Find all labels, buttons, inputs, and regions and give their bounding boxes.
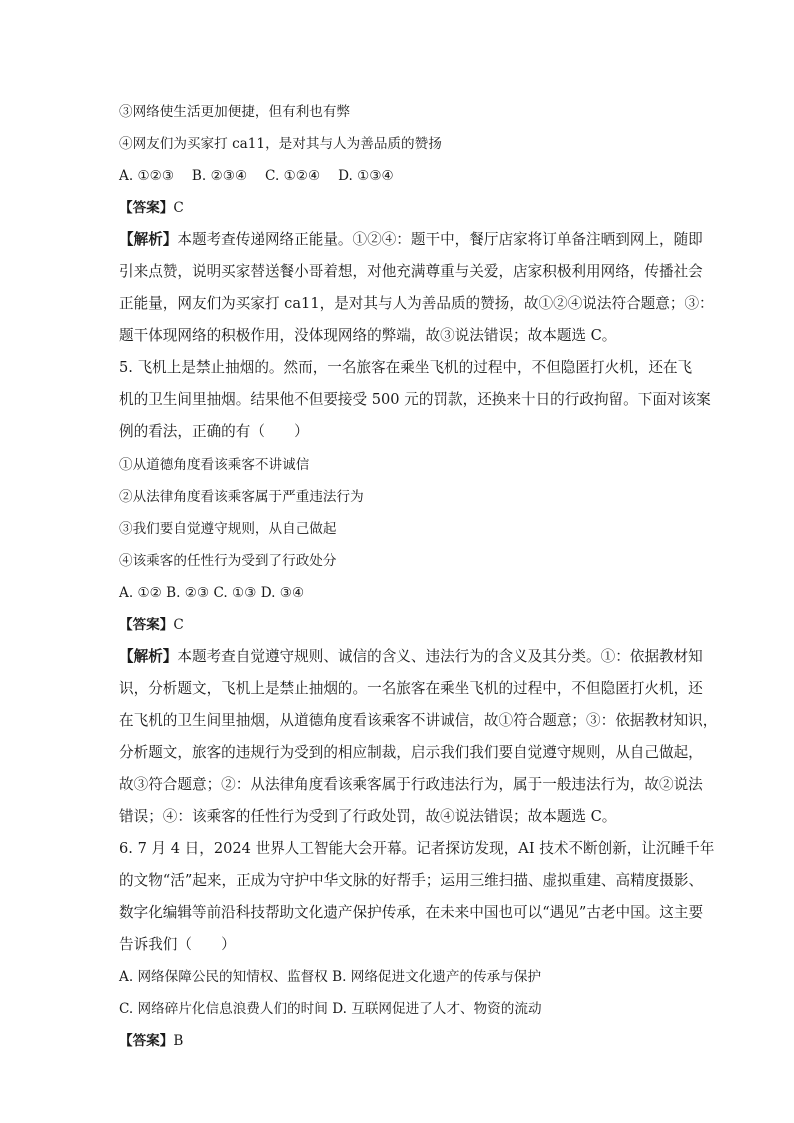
q4-option-item-4: ④网友们为买家打 ca11，是对其与人为善品质的赞扬 — [119, 136, 442, 152]
q5-choices: A. ①② B. ②③ C. ①③ D. ③④ — [119, 585, 305, 601]
q5-option-item-1: ①从道德角度看该乘客不讲诚信 — [119, 457, 310, 473]
q4-analysis-line: 引来点赞，说明买家替送餐小哥着想，对他充满尊重与关爱，店家积极利用网络，传播社会 — [119, 263, 703, 280]
q5-option-item-4: ④该乘客的任性行为受到了行政处分 — [119, 553, 337, 569]
q6-stem-line: 告诉我们（ ） — [119, 936, 236, 953]
q5-option-item-3: ③我们要自觉遵守规则，从自己做起 — [119, 521, 337, 537]
q5-stem-line: 机的卫生间里抽烟。结果他不但要接受 500 元的罚款，还换来十日的行政拘留。下面对该案 — [119, 391, 711, 408]
analysis-tag: 【解析】 — [119, 648, 178, 665]
q4-analysis-line: 正能量，网友们为买家打 ca11，是对其与人为善品质的赞扬，故①②④说法符合题意；③： — [119, 295, 714, 312]
q5-analysis-line: 错误；④：该乘客的任性行为受到了行政处罚，故④说法错误；故本题选 C。 — [119, 808, 617, 825]
q6-choices-line: A. 网络保障公民的知情权、监督权 B. 网络促进文化遗产的传承与保护 — [119, 969, 542, 985]
q5-analysis-line: 分析题文，旅客的违规行为受到的相应制裁，启示我们我们要自觉遵守规则，从自己做起， — [119, 744, 703, 761]
q5-analysis-line: 【解析】本题考查自觉遵守规则、诚信的含义、违法行为的含义及其分类。①：依据教材知 — [119, 648, 703, 665]
q5-analysis-line: 在飞机的卫生间里抽烟，从道德角度看该乘客不讲诚信，故①符合题意；③：依据教材知识， — [119, 712, 718, 729]
q5-analysis-line: 故③符合题意；②：从法律角度看该乘客属于行政违法行为，属于一般违法行为，故②说法 — [119, 776, 703, 793]
q4-answer — [119, 199, 184, 217]
q4-analysis-line: 题干体现网络的积极作用，没体现网络的弊端，故③说法错误；故本题选 C。 — [119, 327, 617, 344]
q5-analysis-line: 识，分析题文，飞机上是禁止抽烟的。一名旅客在乘坐飞机的过程中，不但隐匿打火机，还 — [119, 680, 703, 697]
q5-stem-line: 例的看法，正确的有（ ） — [119, 423, 309, 440]
q4-analysis-line: 【解析】本题考查传递网络正能量。①②④：题干中，餐厅店家将订单备注晒到网上，随即 — [119, 231, 703, 248]
answer-tag: 【答案】 — [119, 200, 174, 216]
q5-stem-line: 5. 飞机上是禁止抽烟的。然而，一名旅客在乘坐飞机的过程中，不但隐匿打火机，还在飞 — [119, 359, 693, 376]
q6-choices-line: C. 网络碎片化信息浪费人们的时间 D. 互联网促进了人才、物资的流动 — [119, 1001, 542, 1017]
q4-option-item-3: ③网络使生活更加便捷，但有利也有弊 — [119, 104, 351, 120]
q5-answer — [119, 616, 184, 634]
answer-value: C — [173, 617, 184, 633]
q6-stem-line: 数字化编辑等前沿科技帮助文化遗产保护传承，在未来中国也可以“遇见”古老中国。这主要 — [119, 904, 704, 921]
answer-value: B — [173, 1033, 184, 1049]
q6-stem-line: 的文物“活”起来，正成为守护中华文脉的好帮手；运用三维扫描、虚拟重建、高精度摄影、 — [119, 872, 704, 889]
q5-option-item-2: ②从法律角度看该乘客属于严重违法行为 — [119, 489, 364, 505]
answer-value: C — [173, 200, 184, 216]
q6-stem-line: 6. 7 月 4 日，2024 世界人工智能大会开幕。记者探访发现，AI 技术不断创新，让沉睡千年 — [119, 840, 715, 857]
analysis-tag: 【解析】 — [119, 231, 178, 248]
q6-answer — [119, 1032, 183, 1050]
answer-tag: 【答案】 — [119, 1033, 174, 1049]
q4-choices: A. ①②③ B. ②③④ C. ①②④ D. ①③④ — [119, 168, 394, 184]
answer-tag: 【答案】 — [119, 617, 174, 633]
